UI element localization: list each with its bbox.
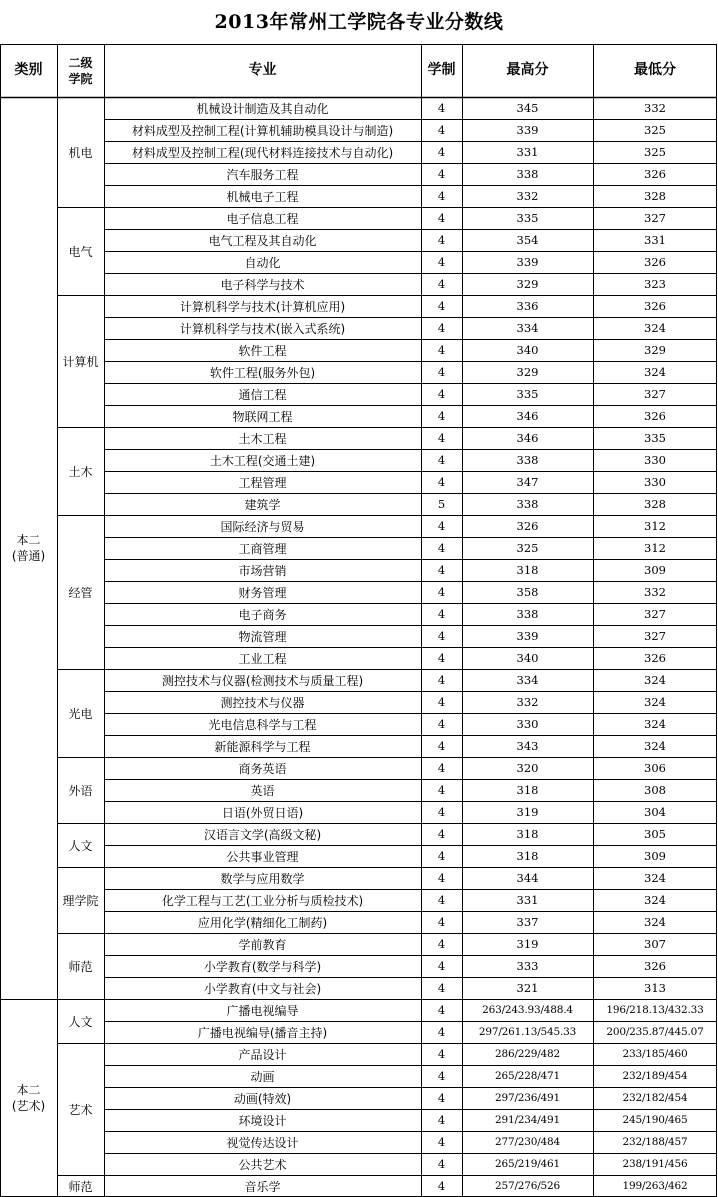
- max-score-cell: 326: [516, 519, 539, 533]
- college-cell: 师范: [68, 959, 93, 974]
- category-cell: [0, 97, 57, 999]
- category-line1: 本二: [16, 533, 41, 547]
- years-cell: 4: [437, 343, 446, 357]
- min-score-cell: 327: [644, 607, 666, 621]
- min-score-cell: 330: [644, 475, 666, 489]
- college-cell: 计算机: [62, 354, 99, 369]
- max-score-cell: 344: [516, 871, 539, 885]
- min-score-cell: 325: [644, 145, 666, 159]
- min-score-cell: 326: [644, 409, 666, 423]
- max-score-cell: 335: [516, 211, 539, 225]
- major-cell: 公共事业管理: [226, 849, 299, 864]
- major-cell: 国际经济与贸易: [220, 519, 305, 534]
- college-cell: 人文: [68, 838, 93, 853]
- max-score-cell: 319: [516, 937, 539, 951]
- max-score-cell: 336: [516, 299, 539, 313]
- min-score-cell: 330: [644, 453, 666, 467]
- min-score-cell: 232/182/454: [622, 1092, 688, 1104]
- college-cell: 经管: [68, 585, 93, 600]
- years-cell: 4: [437, 387, 446, 401]
- years-cell: 4: [437, 673, 446, 687]
- years-cell: 4: [437, 849, 446, 863]
- min-score-cell: 331: [644, 233, 666, 247]
- major-cell: 材料成型及控制工程(计算机辅助模具设计与制造): [131, 123, 394, 138]
- years-cell: 5: [437, 497, 446, 511]
- min-score-cell: 335: [644, 431, 666, 445]
- max-score-cell: 334: [516, 321, 539, 335]
- max-score-cell: 339: [516, 255, 539, 269]
- min-score-cell: 308: [644, 783, 666, 797]
- max-score-cell: 330: [516, 717, 539, 731]
- years-cell: 4: [437, 915, 446, 929]
- years-cell: 4: [437, 1157, 446, 1171]
- max-score-cell: 331: [516, 145, 539, 159]
- min-score-cell: 304: [644, 805, 666, 819]
- major-cell: 电子商务: [238, 607, 287, 622]
- min-score-cell: 332: [644, 101, 666, 115]
- college-cell: 机电: [68, 145, 93, 160]
- years-cell: 4: [437, 475, 446, 489]
- header-years: 学制: [427, 62, 456, 78]
- min-score-cell: 323: [644, 277, 666, 291]
- years-cell: 4: [437, 1069, 446, 1083]
- years-cell: 4: [437, 739, 446, 753]
- max-score-cell: 345: [516, 101, 539, 115]
- major-cell: 音乐学: [244, 1179, 281, 1194]
- max-score-cell: 339: [516, 123, 539, 137]
- min-score-cell: 329: [644, 343, 666, 357]
- max-score-cell: 318: [516, 849, 539, 863]
- major-cell: 机械电子工程: [226, 189, 299, 204]
- score-table: [0, 44, 717, 1197]
- max-score-cell: 335: [516, 387, 539, 401]
- years-cell: 4: [437, 365, 446, 379]
- max-score-cell: 343: [516, 739, 539, 753]
- years-cell: 4: [437, 145, 446, 159]
- years-cell: 4: [437, 1025, 446, 1039]
- max-score-cell: 338: [516, 453, 539, 467]
- major-cell: 英语: [250, 783, 275, 798]
- major-cell: 小学教育(数学与科学): [203, 959, 322, 974]
- years-cell: 4: [437, 167, 446, 181]
- college-cell: 土木: [68, 464, 93, 479]
- max-score-cell: 340: [516, 651, 539, 665]
- max-score-cell: 286/229/482: [495, 1048, 560, 1060]
- major-cell: 工程管理: [238, 475, 287, 490]
- header-category: 类别: [14, 62, 43, 78]
- max-score-cell: 257/276/526: [495, 1180, 560, 1192]
- years-cell: 4: [437, 233, 446, 247]
- min-score-cell: 306: [644, 761, 666, 775]
- max-score-cell: 347: [516, 475, 539, 489]
- years-cell: 4: [437, 101, 446, 115]
- max-score-cell: 331: [516, 893, 539, 907]
- min-score-cell: 232/188/457: [622, 1136, 688, 1148]
- major-cell: 物联网工程: [232, 409, 293, 424]
- major-cell: 软件工程: [238, 343, 287, 358]
- years-cell: 4: [437, 783, 446, 797]
- max-score-cell: 346: [516, 409, 539, 423]
- max-score-cell: 318: [516, 563, 539, 577]
- major-cell: 化学工程与工艺(工业分析与质检技术): [161, 893, 364, 908]
- max-score-cell: 319: [516, 805, 539, 819]
- max-score-cell: 338: [516, 607, 539, 621]
- major-cell: 土木工程: [238, 431, 287, 446]
- max-score-cell: 339: [516, 629, 539, 643]
- min-score-cell: 200/235.87/445.07: [606, 1026, 704, 1038]
- min-score-cell: 245/190/465: [622, 1114, 688, 1126]
- years-cell: 4: [437, 123, 446, 137]
- max-score-cell: 334: [516, 673, 539, 687]
- max-score-cell: 297/261.13/545.33: [478, 1026, 577, 1038]
- min-score-cell: 326: [644, 651, 666, 665]
- major-cell: 土木工程(交通土建): [209, 453, 316, 468]
- max-score-cell: 358: [516, 585, 539, 599]
- major-cell: 计算机科学与技术(嵌入式系统): [179, 321, 346, 336]
- header-college-line1: 二级: [68, 55, 93, 70]
- major-cell: 日语(外贸日语): [221, 805, 304, 820]
- years-cell: 4: [437, 695, 446, 709]
- major-cell: 广播电视编导: [226, 1003, 299, 1018]
- min-score-cell: 327: [644, 211, 666, 225]
- max-score-cell: 332: [516, 189, 539, 203]
- max-score-cell: 321: [516, 981, 539, 995]
- college-cell: 电气: [68, 244, 93, 259]
- years-cell: 4: [437, 189, 446, 203]
- min-score-cell: 324: [644, 717, 666, 731]
- major-cell: 材料成型及控制工程(现代材料连接技术与自动化): [131, 145, 394, 160]
- years-cell: 4: [437, 409, 446, 423]
- max-score-cell: 318: [516, 783, 539, 797]
- category-line2: (艺术): [11, 1099, 46, 1113]
- min-score-cell: 199/263/462: [622, 1180, 688, 1192]
- years-cell: 4: [437, 563, 446, 577]
- max-score-cell: 277/230/484: [495, 1136, 560, 1148]
- max-score-cell: 320: [516, 761, 539, 775]
- min-score-cell: 324: [644, 739, 666, 753]
- years-cell: 4: [437, 717, 446, 731]
- min-score-cell: 232/189/454: [622, 1070, 688, 1082]
- years-cell: 4: [437, 541, 446, 555]
- min-score-cell: 312: [644, 541, 666, 555]
- min-score-cell: 233/185/460: [622, 1048, 688, 1060]
- min-score-cell: 196/218.13/432.33: [606, 1004, 704, 1016]
- major-cell: 电气工程及其自动化: [208, 233, 317, 248]
- max-score-cell: 329: [516, 277, 539, 291]
- max-score-cell: 338: [516, 497, 539, 511]
- years-cell: 4: [437, 937, 446, 951]
- major-cell: 工业工程: [238, 651, 287, 666]
- max-score-cell: 318: [516, 827, 539, 841]
- min-score-cell: 238/191/456: [622, 1158, 688, 1170]
- major-cell: 计算机科学与技术(计算机应用): [179, 299, 346, 314]
- major-cell: 动画: [250, 1069, 275, 1084]
- years-cell: 4: [437, 1135, 446, 1149]
- years-cell: 4: [437, 453, 446, 467]
- major-cell: 测控技术与仪器(检测技术与质量工程): [161, 673, 364, 688]
- major-cell: 新能源科学与工程: [214, 739, 311, 754]
- min-score-cell: 326: [644, 959, 666, 973]
- years-cell: 4: [437, 299, 446, 313]
- max-score-cell: 263/243.93/488.4: [482, 1004, 573, 1016]
- college-cell: 外语: [68, 783, 93, 798]
- min-score-cell: 326: [644, 255, 666, 269]
- major-cell: 应用化学(精细化工制药): [197, 915, 328, 930]
- years-cell: 4: [437, 431, 446, 445]
- min-score-cell: 327: [644, 387, 666, 401]
- years-cell: 4: [437, 761, 446, 775]
- years-cell: 4: [437, 629, 446, 643]
- major-cell: 电子科学与技术: [220, 277, 305, 292]
- min-score-cell: 326: [644, 299, 666, 313]
- page-title: 2013年常州工学院各专业分数线: [214, 11, 504, 33]
- min-score-cell: 309: [644, 563, 666, 577]
- min-score-cell: 325: [644, 123, 666, 137]
- min-score-cell: 324: [644, 893, 666, 907]
- years-cell: 4: [437, 585, 446, 599]
- max-score-cell: 265/228/471: [495, 1070, 560, 1082]
- min-score-cell: 328: [644, 189, 666, 203]
- years-cell: 4: [437, 255, 446, 269]
- category-line1: 本二: [16, 1083, 41, 1097]
- max-score-cell: 338: [516, 167, 539, 181]
- college-cell: 光电: [68, 706, 93, 721]
- max-score-cell: 265/219/461: [495, 1158, 560, 1170]
- header-min: 最低分: [634, 62, 676, 78]
- major-cell: 视觉传达设计: [226, 1135, 299, 1150]
- max-score-cell: 325: [516, 541, 539, 555]
- max-score-cell: 346: [516, 431, 539, 445]
- years-cell: 4: [437, 607, 446, 621]
- years-cell: 4: [437, 1091, 446, 1105]
- header-college: [57, 44, 104, 97]
- years-cell: 4: [437, 1047, 446, 1061]
- max-score-cell: 337: [516, 915, 539, 929]
- max-score-cell: 332: [516, 695, 539, 709]
- major-cell: 财务管理: [238, 585, 287, 600]
- major-cell: 产品设计: [238, 1047, 287, 1062]
- min-score-cell: 309: [644, 849, 666, 863]
- years-cell: 4: [437, 871, 446, 885]
- min-score-cell: 324: [644, 915, 666, 929]
- max-score-cell: 333: [516, 959, 539, 973]
- years-cell: 4: [437, 651, 446, 665]
- major-cell: 公共艺术: [238, 1157, 287, 1172]
- max-score-cell: 340: [516, 343, 539, 357]
- years-cell: 4: [437, 959, 446, 973]
- major-cell: 数学与应用数学: [220, 871, 305, 886]
- min-score-cell: 324: [644, 695, 666, 709]
- college-cell: 师范: [68, 1179, 93, 1194]
- min-score-cell: 332: [644, 585, 666, 599]
- header-major: 专业: [248, 62, 277, 78]
- years-cell: 4: [437, 893, 446, 907]
- header-max: 最高分: [506, 62, 549, 78]
- major-cell: 物流管理: [238, 629, 287, 644]
- major-cell: 市场营销: [238, 563, 287, 578]
- min-score-cell: 324: [644, 365, 666, 379]
- college-cell: 艺术: [68, 1102, 93, 1117]
- major-cell: 工商管理: [238, 541, 287, 556]
- years-cell: 4: [437, 519, 446, 533]
- major-cell: 环境设计: [238, 1113, 287, 1128]
- major-cell: 学前教育: [238, 937, 287, 952]
- category-cell: [0, 999, 57, 1197]
- college-cell: 理学院: [62, 893, 99, 908]
- years-cell: 4: [437, 211, 446, 225]
- years-cell: 4: [437, 1003, 446, 1017]
- min-score-cell: 312: [644, 519, 666, 533]
- major-cell: 汉语言文学(高级文秘): [203, 827, 322, 842]
- major-cell: 电子信息工程: [226, 211, 299, 226]
- years-cell: 4: [437, 321, 446, 335]
- major-cell: 测控技术与仪器: [220, 695, 305, 710]
- years-cell: 4: [437, 277, 446, 291]
- major-cell: 通信工程: [238, 387, 287, 402]
- years-cell: 4: [437, 1113, 446, 1127]
- college-cell: 人文: [68, 1014, 93, 1029]
- major-cell: 机械设计制造及其自动化: [196, 101, 329, 116]
- min-score-cell: 324: [644, 871, 666, 885]
- min-score-cell: 328: [644, 497, 666, 511]
- years-cell: 4: [437, 805, 446, 819]
- major-cell: 建筑学: [244, 497, 281, 512]
- years-cell: 4: [437, 827, 446, 841]
- major-cell: 广播电视编导(播音主持): [197, 1025, 328, 1040]
- min-score-cell: 326: [644, 167, 666, 181]
- max-score-cell: 291/234/491: [495, 1114, 560, 1126]
- major-cell: 光电信息科学与工程: [208, 717, 317, 732]
- years-cell: 4: [437, 1179, 446, 1193]
- min-score-cell: 327: [644, 629, 666, 643]
- max-score-cell: 354: [516, 233, 539, 247]
- major-cell: 汽车服务工程: [226, 167, 299, 182]
- max-score-cell: 329: [516, 365, 539, 379]
- category-line2: (普通): [11, 549, 46, 563]
- min-score-cell: 313: [644, 981, 666, 995]
- min-score-cell: 324: [644, 673, 666, 687]
- years-cell: 4: [437, 981, 446, 995]
- major-cell: 自动化: [244, 255, 281, 270]
- min-score-cell: 305: [644, 827, 666, 841]
- header-college-line2: 学院: [68, 71, 93, 86]
- min-score-cell: 324: [644, 321, 666, 335]
- major-cell: 动画(特效): [233, 1091, 292, 1106]
- min-score-cell: 307: [644, 937, 666, 951]
- max-score-cell: 297/236/491: [495, 1092, 560, 1104]
- major-cell: 商务英语: [238, 761, 287, 776]
- major-cell: 软件工程(服务外包): [209, 365, 316, 380]
- major-cell: 小学教育(中文与社会): [203, 981, 322, 996]
